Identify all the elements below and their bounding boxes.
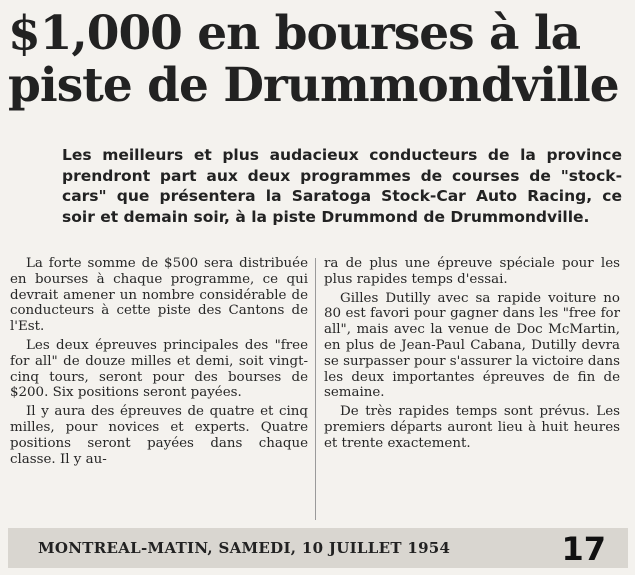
body-paragraph: La forte somme de $500 sera distribuée en bourses à chaque programme, ce qui devrait amener un nombre considérable de conducteurs à cette piste des Cantons de l'Est.: [10, 256, 308, 335]
footer-dateline: MONTREAL-MATIN, SAMEDI, 10 JUILLET 1954: [38, 539, 451, 557]
headline-line-1: $1,000 en bourses à la: [8, 6, 581, 61]
headline: [8, 8, 628, 112]
page-footer: [8, 528, 628, 568]
body-column-left: [10, 256, 308, 470]
body-column-right: [324, 256, 620, 455]
body-paragraph: De très rapides temps sont prévus. Les premiers départs auront lieu à huit heures et trente exactement.: [324, 404, 620, 451]
body-paragraph: Les deux épreuves principales des "free for all" de douze milles et demi, soit vingt-cinq tours, seront pour des bourses de $200. Six positions seront payées.: [10, 337, 308, 401]
body-paragraph: Gilles Dutilly avec sa rapide voiture no 80 est favori pour gagner dans les "free for all", mais avec la venue de Doc McMartin, en plus de Jean-Paul Cabana, Dutilly devra se surpasser pour s'assurer la victoire dans les deux importantes épreuves de fin de semaine.: [324, 290, 620, 401]
headline-line-2: piste de Drummondville: [8, 58, 619, 113]
column-divider: [315, 258, 316, 520]
deck-paragraph: Les meilleurs et plus audacieux conducteurs de la province prendront part aux deux programmes de courses de "stock-cars" que présentera la Saratoga Stock-Car Auto Racing, ce soir et demain soir, à la piste Drummond de Drummondville.: [62, 146, 622, 226]
body-paragraph: Il y aura des épreuves de quatre et cinq milles, pour novices et experts. Quatre positions seront payées dans chaque classe. Il y au-: [10, 404, 308, 467]
body-paragraph: ra de plus une épreuve spéciale pour les plus rapides temps d'essai.: [324, 256, 620, 287]
page-number: 17: [561, 530, 606, 568]
